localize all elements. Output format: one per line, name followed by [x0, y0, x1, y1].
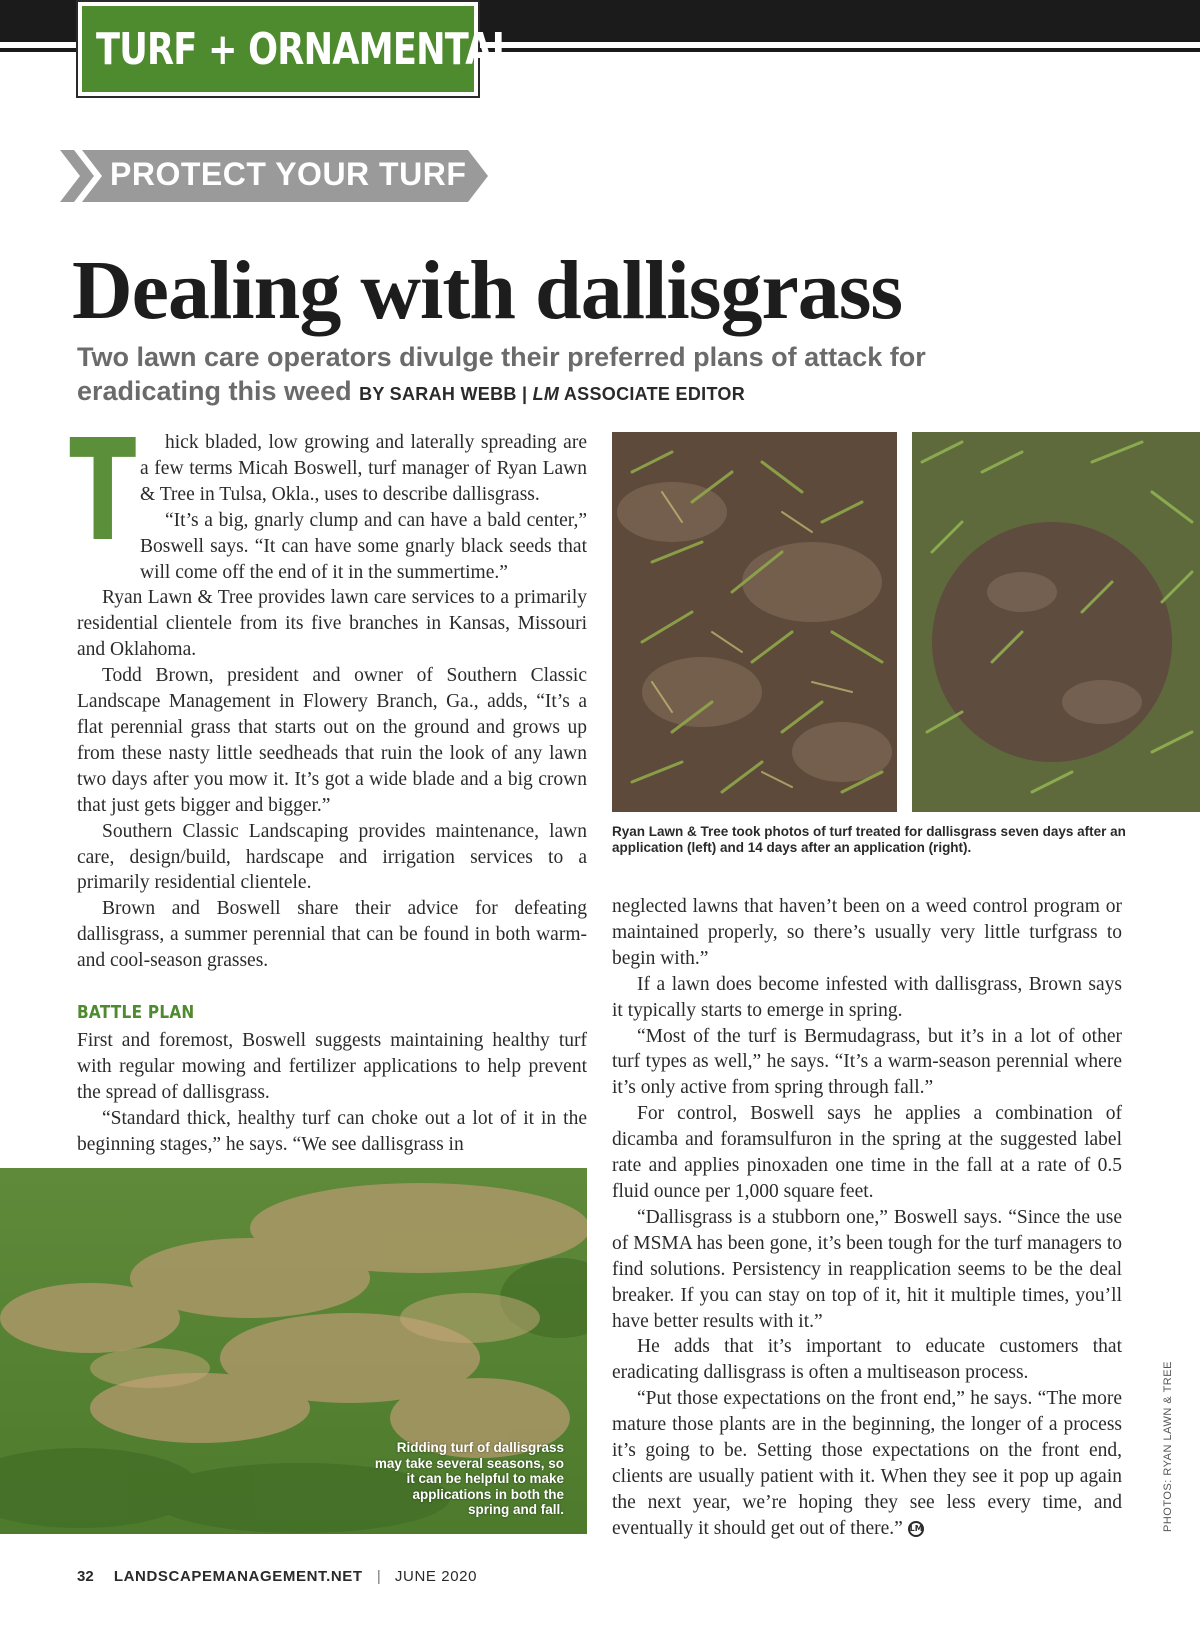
paragraph: If a lawn does become infested with dallisgrass, Brown says it typically starts to emerge in spring.	[612, 973, 1122, 1021]
byline	[359, 384, 745, 404]
paragraph: Southern Classic Landscaping provides maintenance, lawn care, design/build, hardscape and irrigation services to a primarily residential clientele.	[77, 820, 587, 894]
issue-date: JUNE 2020	[394, 1568, 478, 1585]
kicker-banner	[60, 150, 488, 202]
paragraph: “Put those expectations on the front end,” he says. “The more mature those plants are in the beginning, the longer of a process it’s going to be. Setting those expectations on the front end, clients are usually patient with it. When they see it pop up again the next year, we’re hoping they see less every time, and eventually it should get out of there.” LM	[612, 1388, 1122, 1539]
end-mark-icon: LM	[908, 1521, 924, 1537]
lead-paragraph	[69, 410, 587, 585]
paragraph: “Standard thick, healthy turf can choke out a lot of it in the beginning stages,” he says. “We see dallisgrass in	[77, 1107, 587, 1155]
section-tab-fill	[82, 6, 514, 92]
kicker-text: PROTECT YOUR TURF	[110, 156, 467, 192]
paragraph: First and foremost, Boswell suggests maintaining healthy turf with regular mowing and fertilizer applications to help prevent the spread of dallisgrass.	[77, 1029, 587, 1103]
paragraph: For control, Boswell says he applies a combination of dicamba and foramsulfuron in the spring at the suggested label rate and applies pinoxaden one time in the fall at a rate of 0.5 fluid ounce per 1,000 square feet.	[612, 1103, 1122, 1202]
photo-turf-fourteen-days	[912, 432, 1200, 812]
byline-pub: LM	[532, 384, 560, 404]
photo-caption-lawn: Ridding turf of dallisgrass may take several seasons, so it can be helpful to make applications in both the spring and fall.	[374, 1440, 564, 1517]
subhead-battle-plan: BATTLE PLAN	[77, 1002, 195, 1024]
page-title: Dealing with dallisgrass	[72, 244, 903, 337]
deck-text: Two lawn care operators divulge their preferred plans of attack for eradicating this weed	[77, 342, 926, 406]
right-column	[612, 894, 1122, 1542]
drop-cap	[69, 410, 137, 573]
photo-turf-seven-days	[612, 432, 897, 812]
photo-credit: PHOTOS: RYAN LAWN & TREE	[1162, 1361, 1174, 1532]
deck	[77, 340, 977, 411]
paragraph: “It’s a big, gnarly clump and can have a bald center,” Boswell says. “It can have some gnarly black seeds that will come off the end of it in the summertime.”	[140, 509, 587, 583]
footer-site-link[interactable]: LANDSCAPEMANAGEMENT.NET	[113, 1568, 363, 1585]
photo-caption-top: Ryan Lawn & Tree took photos of turf treated for dallisgrass seven days after an application (left) and 14 days after an application (right).	[612, 824, 1126, 855]
paragraph: “Dallisgrass is a stubborn one,” Boswell says. “Since the use of MSMA has been gone, it’s been tough for the turf managers to find solutions. Persistency in reapplication seems to be the deal breaker. If you can stay on top of it, hit it multiple times, you’ll have better results with it.”	[612, 1206, 1122, 1332]
paragraph: Brown and Boswell share their advice for defeating dallisgrass, a summer perennial that can be found in both warm- and cool-season grasses.	[77, 898, 587, 972]
byline-prefix: BY SARAH WEBB |	[359, 384, 528, 404]
paragraph: Ryan Lawn & Tree provides lawn care services to a primarily residential clientele from its five branches in Kansas, Missouri and Oklahoma.	[77, 587, 587, 661]
paragraph: hick bladed, low growing and laterally spreading are a few terms Micah Boswell, turf manager of Ryan Lawn & Tree in Tulsa, Okla., uses to describe dallisgrass.	[140, 432, 587, 505]
left-column	[69, 410, 587, 1157]
section-label: TURF + ORNAMENTAL	[96, 23, 514, 75]
section-tab	[76, 0, 514, 98]
page-number: 32	[77, 1568, 94, 1585]
paragraph: “Most of the turf is Bermudagrass, but it’s in a lot of other turf types as well,” he says. “It’s a warm-season perennial where it’s only active from spring through fall.”	[612, 1025, 1122, 1099]
paragraph: Todd Brown, president and owner of Southern Classic Landscape Management in Flowery Branch, Ga., adds, “It’s a flat perennial grass that starts out on the ground and grows up from these nasty little seedheads that ruin the look of any lawn two days after you mow it. It’s got a wide blade and a big crown that just gets bigger and bigger.”	[77, 665, 587, 816]
footer-separator: |	[376, 1568, 381, 1585]
paragraph: He adds that it’s important to educate customers that eradicating dallisgrass is often a multiseason process.	[612, 1336, 1122, 1384]
page-footer	[77, 1568, 477, 1585]
paragraph: neglected lawns that haven’t been on a weed control program or maintained properly, so there’s usually very little turfgrass to begin with.”	[612, 896, 1122, 969]
drop-cap-letter: T	[69, 410, 137, 573]
byline-role: ASSOCIATE EDITOR	[563, 384, 746, 404]
